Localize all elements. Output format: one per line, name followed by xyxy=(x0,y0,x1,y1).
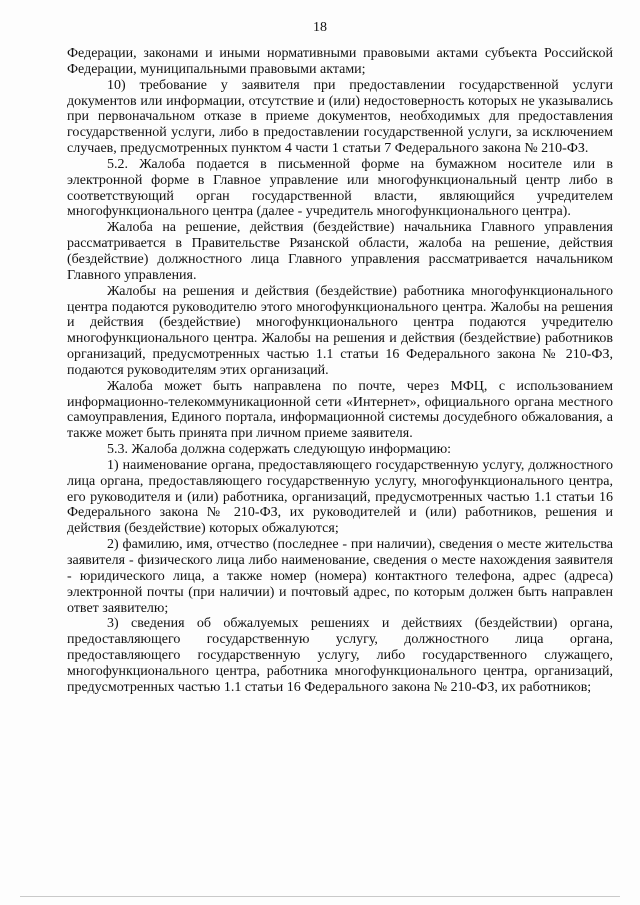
paragraph: Жалоба на решение, действия (бездействие) начальника Главного управления рассматривается в Правительстве Рязанской области, жалоба на решение, действия (бездействие) должностного лица Главного управления рассматривается начальником Главного управления. xyxy=(67,220,613,283)
page-number: 18 xyxy=(313,20,327,35)
paragraph: 10) требование у заявителя при предоставлении государственной услуги документов или информации, отсутствие и (или) недостоверность которых не указывались при первоначальном отказе в приеме документов, необходимых для предоставления государственной услуги, либо в предоставлении государственной услуги, за исключением случаев, предусмотренных пунктом 4 части 1 статьи 7 Федерального закона № 210-ФЗ. xyxy=(67,77,613,157)
paragraph: 5.3. Жалоба должна содержать следующую информацию: xyxy=(107,442,452,458)
paragraph: 5.2. Жалоба подается в письменной форме на бумажном носителе или в электронной форме в Главное управление или многофункциональный центр либо в соответствующий орган государственной власти, являющийся учредителем многофункционального центра (далее - учредитель многофункционального центра). xyxy=(67,156,613,220)
page-bottom-edge xyxy=(20,896,620,897)
paragraph: 3) сведения об обжалуемых решениях и действиях (бездействии) органа, предоставляющего государственную услугу, должностного лица органа, предоставляющего государственную услугу, либо государственного служащего, многофункционального центра, работника многофункционального центра, организаций, предусмотренных частью 1.1 статьи 16 Федерального закона № 210-ФЗ, их работников; xyxy=(67,616,613,695)
paragraph: Жалоба может быть направлена по почте, через МФЦ, с использованием информационно-телекоммуникационной сети «Интернет», официального органа местного самоуправления, Единого портала, информационной системы досудебного обжалования, а также может быть принята при личном приеме заявителя. xyxy=(67,378,613,442)
paragraph: 1) наименование органа, предоставляющего государственную услугу, должностного лица органа, предоставляющего государственную услугу, многофункционального центра, его руководителя и (или) работника, организаций, предусмотренных частью 1.1 статьи 16 Федерального закона № 210-ФЗ, их руководителей и (или) работников, решения и действия (бездействие) которых обжалуются; xyxy=(67,457,613,537)
document-body xyxy=(67,46,613,696)
paragraph: 2) фамилию, имя, отчество (последнее - при наличии), сведения о месте жительства заявителя - физического лица либо наименование, сведения о месте нахождения заявителя - юридического лица, а также номер (номера) контактного телефона, адрес (адреса) электронной почты (при наличии) и почтовый адрес, по которым должен быть направлен ответ заявителю; xyxy=(67,537,613,616)
paragraph: Жалобы на решения и действия (бездействие) работника многофункционального центра подаются руководителю этого многофункционального центра. Жалобы на решения и действия (бездействие) многофункционального центра подаются учредителю многофункционального центра. Жалобы на решения и действия (бездействие) работников организаций, предусмотренных частью 1.1 статьи 16 Федерального закона № 210-ФЗ, подаются руководителям этих организаций. xyxy=(67,283,613,378)
paragraph: Федерации, законами и иными нормативными правовыми актами субъекта Российской Федерации, муниципальными правовыми актами; xyxy=(67,46,613,77)
